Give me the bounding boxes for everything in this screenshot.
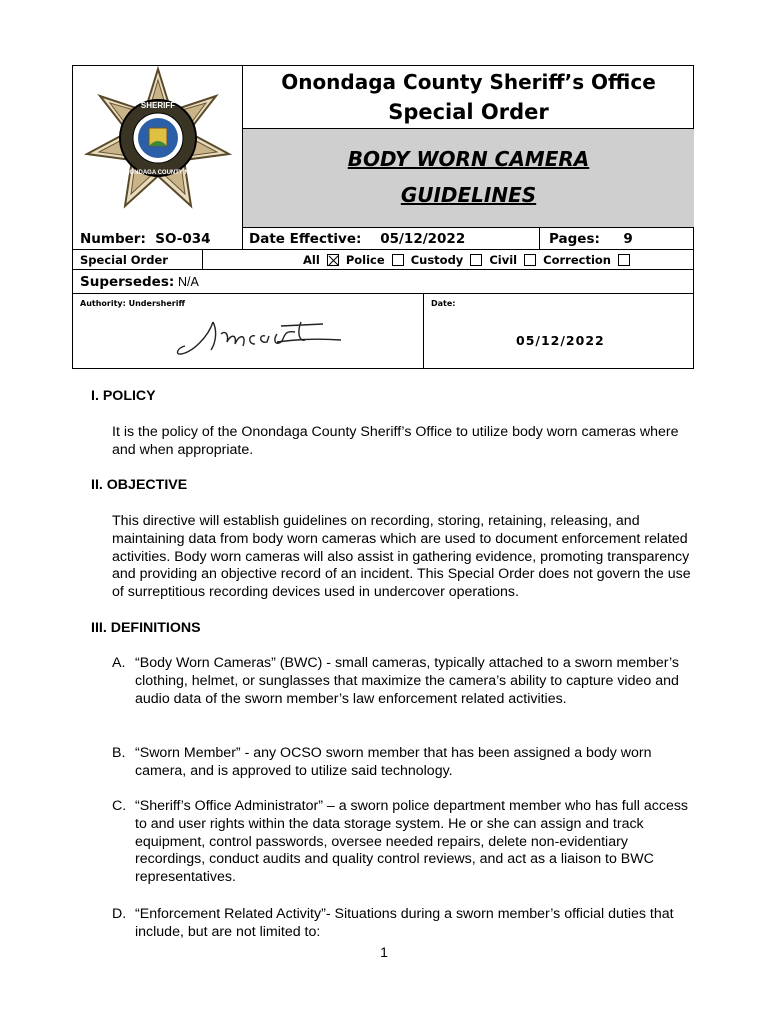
authority-cell — [73, 294, 424, 369]
date-effective-label: Date Effective: — [249, 231, 362, 247]
definition-text: “Enforcement Related Activity”- Situations during a sworn member’s official duties that include, but are not limited to: — [135, 906, 674, 940]
distribution-cell — [203, 250, 694, 270]
all-checkbox[interactable] — [327, 254, 339, 266]
definition-label: D. — [112, 906, 127, 922]
special-order-label: Special Order — [80, 253, 168, 267]
order-type: Special Order — [388, 100, 549, 124]
page-number: 1 — [380, 944, 388, 960]
police-checkbox[interactable] — [392, 254, 404, 266]
date-cell — [424, 294, 694, 369]
definition-item — [112, 745, 702, 781]
definitions-heading: III. DEFINITIONS — [91, 620, 201, 636]
policy-heading: I. POLICY — [91, 388, 156, 404]
date-effective-cell — [243, 228, 540, 250]
police-label: Police — [345, 253, 385, 267]
date-label: Date: — [431, 299, 456, 308]
correction-checkbox[interactable] — [618, 254, 630, 266]
definition-text: “Sheriff’s Office Administrator” – a sworn police department member who has full access to and user rights within the data storage system. He or she can assign and track equipment, control passwords, oversee needed repairs, delete non-evidentiary recordings, conduct audits and quality control reviews, and act as a liaison to BWC representatives. — [135, 798, 689, 886]
seal-text-bottom: ONONDAGA COUNTY N.Y. — [120, 170, 196, 176]
objective-heading: II. OBJECTIVE — [91, 477, 188, 493]
seal-text-top: SHERIFF — [140, 101, 176, 110]
sheriff-star-badge-icon — [73, 66, 243, 228]
civil-checkbox[interactable] — [524, 254, 536, 266]
title-box — [243, 128, 694, 228]
definition-text: “Body Worn Cameras” (BWC) - small cameras, typically attached to a sworn member’s clothing, helmet, or sunglasses that maximize the camera’s ability to capture video and audio data of the sworn member’s law enforcement related activities. — [135, 655, 680, 707]
seal-cell — [73, 66, 243, 228]
custody-checkbox[interactable] — [470, 254, 482, 266]
supersedes-cell — [73, 270, 694, 294]
number-value: SO-034 — [155, 231, 211, 247]
order-header-table — [72, 65, 694, 369]
date-effective-value: 05/12/2022 — [380, 231, 466, 247]
number-label: Number: — [80, 231, 146, 247]
special-order-cell — [73, 250, 203, 270]
definition-item — [112, 798, 702, 887]
civil-label: Civil — [489, 253, 518, 267]
all-label: All — [303, 253, 320, 267]
custody-label: Custody — [410, 253, 464, 267]
supersedes-value: N/A — [178, 275, 199, 289]
signature-icon — [173, 312, 373, 362]
title-line-1: BODY WORN CAMERA — [347, 147, 590, 171]
authority-label: Authority: Undersheriff — [80, 299, 185, 308]
number-cell — [73, 228, 243, 250]
definition-item — [112, 906, 702, 942]
definition-label: A. — [112, 655, 126, 671]
date-value: 05/12/2022 — [516, 333, 605, 348]
definition-label: B. — [112, 745, 126, 761]
pages-label: Pages: — [549, 231, 600, 247]
signature-text: JmCarl — [173, 312, 177, 313]
pages-cell — [540, 228, 694, 250]
definition-text: “Sworn Member” - any OCSO sworn member that has been assigned a body worn camera, and is approved to utilize said technology. — [135, 745, 652, 779]
supersedes-label: Supersedes: — [80, 274, 175, 290]
objective-text: This directive will establish guidelines on recording, storing, retaining, releasing, and maintaining data from body worn cameras which are used to document enforcement related activities. Body worn cameras will also assist in gathering evidence, promoting transparency and providing an objective record of an incident. This Special Order does not govern the use of surreptitious recording devices used in undercover operations. — [112, 513, 691, 601]
definition-item — [112, 655, 702, 708]
definition-label: C. — [112, 798, 127, 814]
title-line-2: GUIDELINES — [400, 183, 537, 207]
pages-value: 9 — [623, 231, 633, 247]
policy-text: It is the policy of the Onondaga County Sheriff’s Office to utilize body worn cameras where and when appropriate. — [112, 424, 679, 458]
org-name: Onondaga County Sheriff’s Office — [281, 70, 656, 94]
correction-label: Correction — [543, 253, 611, 267]
